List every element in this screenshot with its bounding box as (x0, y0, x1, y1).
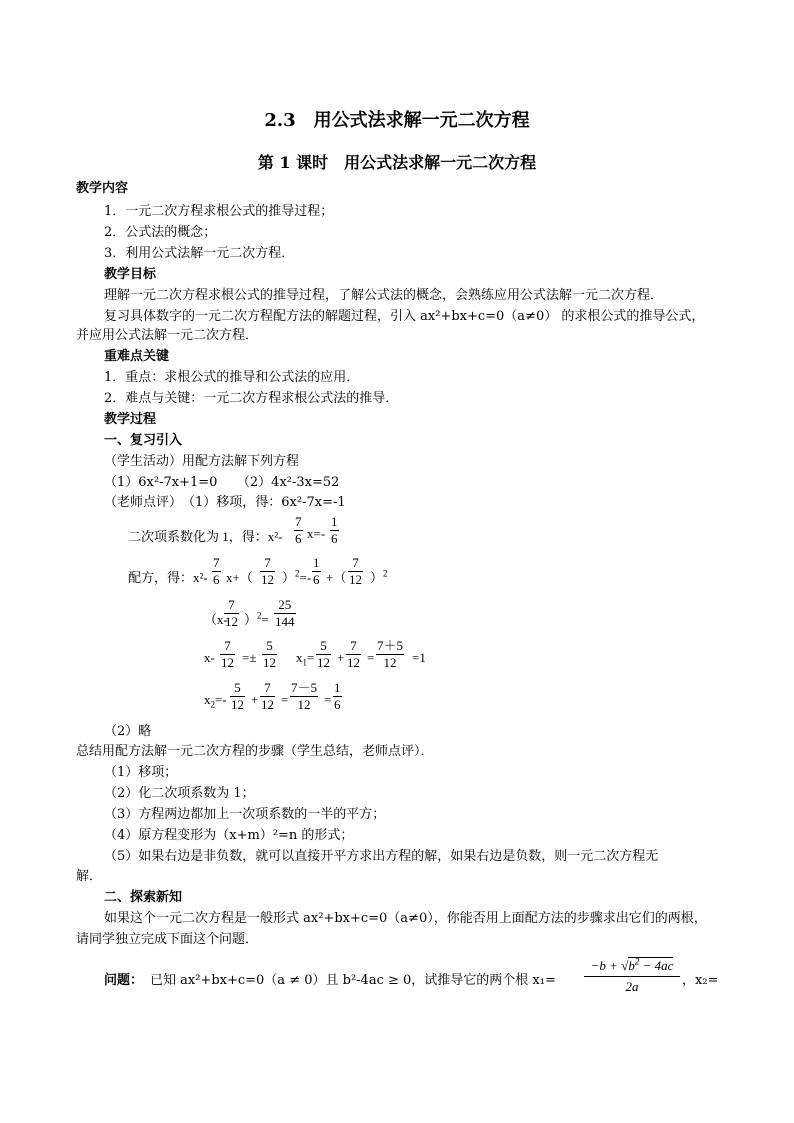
teacher-line: （老师点评） （1）移项，得：6x²-7x=-1 (104, 495, 346, 510)
complete-step-text: 配方，得：x²- (128, 570, 208, 585)
fraction: $\frac{1}{6}$ (313, 555, 320, 587)
math-text: x- (204, 650, 215, 665)
key-1: 1．重点：求根公式的推导和公式法的应用． (104, 370, 360, 385)
key-heading: 重难点关键 (104, 349, 170, 364)
math-text: = (281, 692, 289, 707)
math-text: （x- (204, 612, 228, 627)
content-item-3: 3．利用公式法解一元二次方程． (104, 246, 295, 261)
step-1: （1）移项； (104, 765, 178, 780)
math-text: + (251, 692, 259, 707)
part1-heading: 一、复习引入 (104, 433, 183, 448)
goal-heading: 教学目标 (104, 267, 157, 282)
math-text: =1 (412, 650, 426, 665)
step-5b: 解． (76, 869, 103, 884)
math-text: ）$^2$=- (282, 568, 312, 585)
fraction: $\frac{5}{12}$ (317, 638, 330, 670)
fraction: $\frac{7}{12}$ (349, 555, 362, 587)
step-3: （3）方程两边都加上一次项系数的一半的平方； (104, 807, 386, 822)
fraction: $\frac{25}{144}$ (275, 597, 295, 629)
step-2: （2）化二次项系数为 1； (104, 786, 255, 801)
step-5a: （5）如果右边是非负数，就可以直接开平方求出方程的解，如果右边是负数，则一元二次方程无 (104, 849, 659, 864)
omit-line: （2）略 (104, 724, 152, 739)
step-4: （4）原方程变形为（x+m）²=n 的形式； (104, 828, 354, 843)
fraction: $\frac{5}{12}$ (263, 638, 276, 670)
math-text: $x_1=$ (296, 650, 315, 668)
math-text: ）$^2$ (370, 568, 388, 585)
content-item-1: 1．一元二次方程求根公式的推导过程； (104, 204, 334, 219)
fraction: $\frac{7}{12}$ (221, 638, 234, 670)
math-text: $x_2=-$ (204, 692, 227, 710)
process-heading: 教学过程 (104, 412, 157, 427)
math-text: x=- (307, 526, 326, 541)
x2-label: ，x₂= (682, 973, 719, 988)
math-text: + (337, 650, 345, 665)
goal-2b: 并应用公式法解一元二次方程． (76, 328, 259, 343)
explore-b: 请同学独立完成下面这个问题． (76, 932, 259, 947)
fraction: $\frac{1}{6}$ (331, 514, 338, 546)
page-subtitle: 第 1 课时 用公式法求解一元二次方程 (257, 153, 537, 172)
math-text: x+（ (226, 570, 253, 585)
part2-heading: 二、探索新知 (104, 890, 183, 905)
equations-line: （1）6x²-7x+1=0 （2）4x²-3x=52 (104, 475, 340, 490)
problem-text: 已知 ax²+bx+c=0（a ≠ 0）且 b²-4ac ≥ 0，试推导它的两个根 x₁= (150, 973, 556, 988)
summary-line: 总结用配方法解一元二次方程的步骤（学生总结，老师点评）． (76, 744, 434, 759)
fraction: $\frac{5}{12}$ (231, 680, 244, 712)
goal-1: 理解一元二次方程求根公式的推导过程，了解公式法的概念，会熟练应用公式法解一元二次方程． (104, 288, 664, 303)
fraction: $\frac{1}{6}$ (334, 680, 341, 712)
fraction: $\frac{7}{12}$ (261, 680, 274, 712)
coef-step-text: 二次项系数化为 1，得：x²- (128, 529, 283, 544)
fraction: $\frac{7}{12}$ (347, 638, 360, 670)
content-heading: 教学内容 (76, 181, 129, 196)
key-2: 2．难点与关键：一元二次方程求根公式法的推导． (104, 391, 399, 406)
math-text: +（ (326, 570, 347, 585)
explore-a: 如果这个一元二次方程是一般形式 ax²+bx+c=0（a≠0），你能否用上面配方法的步骤求出它们的两根， (104, 911, 707, 926)
sqrt-icon: √ (621, 958, 629, 973)
page-title: 2.3 用公式法求解一元二次方程 (264, 110, 530, 131)
math-text: ）$^2$= (244, 610, 269, 627)
fraction: $\frac{7+5}{12}$ (377, 638, 404, 670)
fraction: $\frac{7}{6}$ (213, 555, 220, 587)
activity-line: （学生活动）用配方法解下列方程 (104, 454, 300, 469)
fraction: $\frac{7}{12}$ (261, 555, 274, 587)
math-text: = (367, 650, 375, 665)
quadratic-formula: $-b + √b^2 - 4ac$ 2a (584, 958, 680, 995)
content-item-2: 2．公式法的概念； (104, 225, 217, 240)
problem-label: 问题： (104, 973, 144, 988)
math-text: = (324, 692, 332, 707)
fraction: $\frac{7-5}{12}$ (291, 680, 318, 712)
goal-2a: 复习具体数字的一元二次方程配方法的解题过程，引入 ax²+bx+c=0（a≠0） 的求根公式的推导公式， (104, 309, 705, 324)
fraction: $\frac{7}{6}$ (295, 514, 302, 546)
fraction: $\frac{7}{12}$ (225, 597, 238, 629)
math-text: =± (242, 650, 257, 665)
